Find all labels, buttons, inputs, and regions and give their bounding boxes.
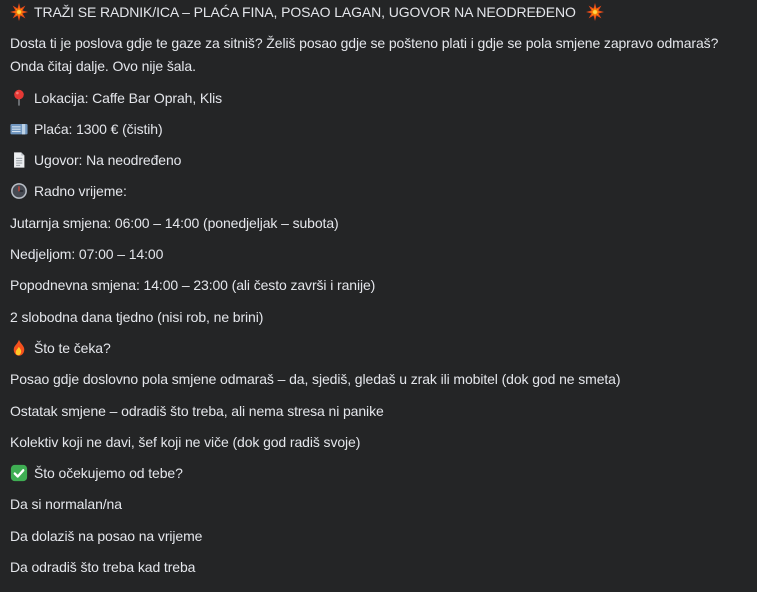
paragraph-text: Popodnevna smjena: 14:00 – 23:00 (ali često završi i ranije) [10, 277, 376, 294]
post-paragraph [10, 243, 749, 266]
paragraph-text: Što očekujemo od tebe? [34, 465, 183, 482]
paragraph-text: Ugovor: Na neodređeno [34, 152, 182, 169]
euro-banknote-icon [10, 120, 28, 138]
paragraph-text: Kolektiv koji ne davi, šef koji ne viče (dok god radiš svoje) [10, 433, 361, 450]
collision-icon [10, 3, 28, 21]
check-icon [10, 464, 28, 482]
paragraph-text: Posao gdje doslovno pola smjene odmaraš – da, sjediš, gledaš u zrak ili mobitel (dok god ne smeta) [10, 371, 621, 388]
paragraph-text: Jutarnja smjena: 06:00 – 14:00 (ponedjeljak – subota) [10, 214, 339, 231]
paragraph-text: 2 slobodna dana tjedno (nisi rob, ne brini) [10, 308, 264, 325]
post-title [10, 1, 749, 24]
post-paragraph [10, 462, 749, 485]
paragraph-text: TRAŽI SE RADNIK/ICA – PLAĆA FINA, POSAO LAGAN, UGOVOR NA NEODREĐENO [34, 4, 576, 20]
clock-icon [10, 182, 28, 200]
page-icon [10, 151, 28, 169]
paragraph-text: Dosta ti je poslova gdje te gaze za sitniš? Želiš posao gdje se pošteno plati i gdje se pola smjene zapravo odmaraš? Onda čitaj dalje. Ovo nije šala. [10, 35, 719, 75]
post-paragraph [10, 212, 749, 235]
paragraph-text: Da odradiš što treba kad treba [10, 559, 196, 576]
post-paragraph [10, 118, 749, 141]
paragraph-text: Lokacija: Caffe Bar Oprah, Klis [34, 89, 223, 106]
paragraph-text: Plaća: 1300 € (čistih) [34, 120, 163, 137]
collision-icon [586, 3, 604, 21]
post-paragraph [10, 400, 749, 423]
post-paragraph [10, 493, 749, 516]
paragraph-text: Da si normalan/na [10, 496, 122, 513]
post-paragraph [10, 368, 749, 391]
post-paragraph [10, 306, 749, 329]
post-paragraph [10, 149, 749, 172]
post-paragraph [10, 87, 749, 110]
post-paragraph [10, 431, 749, 454]
post-paragraph [10, 556, 749, 579]
paragraph-text: Što te čeka? [34, 339, 111, 356]
paragraph-text: Ostatak smjene – odradiš što treba, ali nema stresa ni panike [10, 402, 384, 419]
post-paragraph [10, 337, 749, 360]
paragraph-text: Da dolaziš na posao na vrijeme [10, 527, 203, 544]
fire-icon [10, 339, 28, 357]
paragraph-text: Nedjeljom: 07:00 – 14:00 [10, 246, 164, 263]
post-paragraph [10, 525, 749, 548]
pushpin-icon [10, 89, 28, 107]
post-paragraph [10, 274, 749, 297]
post-paragraph [10, 32, 749, 78]
post-paragraph [10, 180, 749, 203]
paragraph-text: Radno vrijeme: [34, 183, 127, 200]
